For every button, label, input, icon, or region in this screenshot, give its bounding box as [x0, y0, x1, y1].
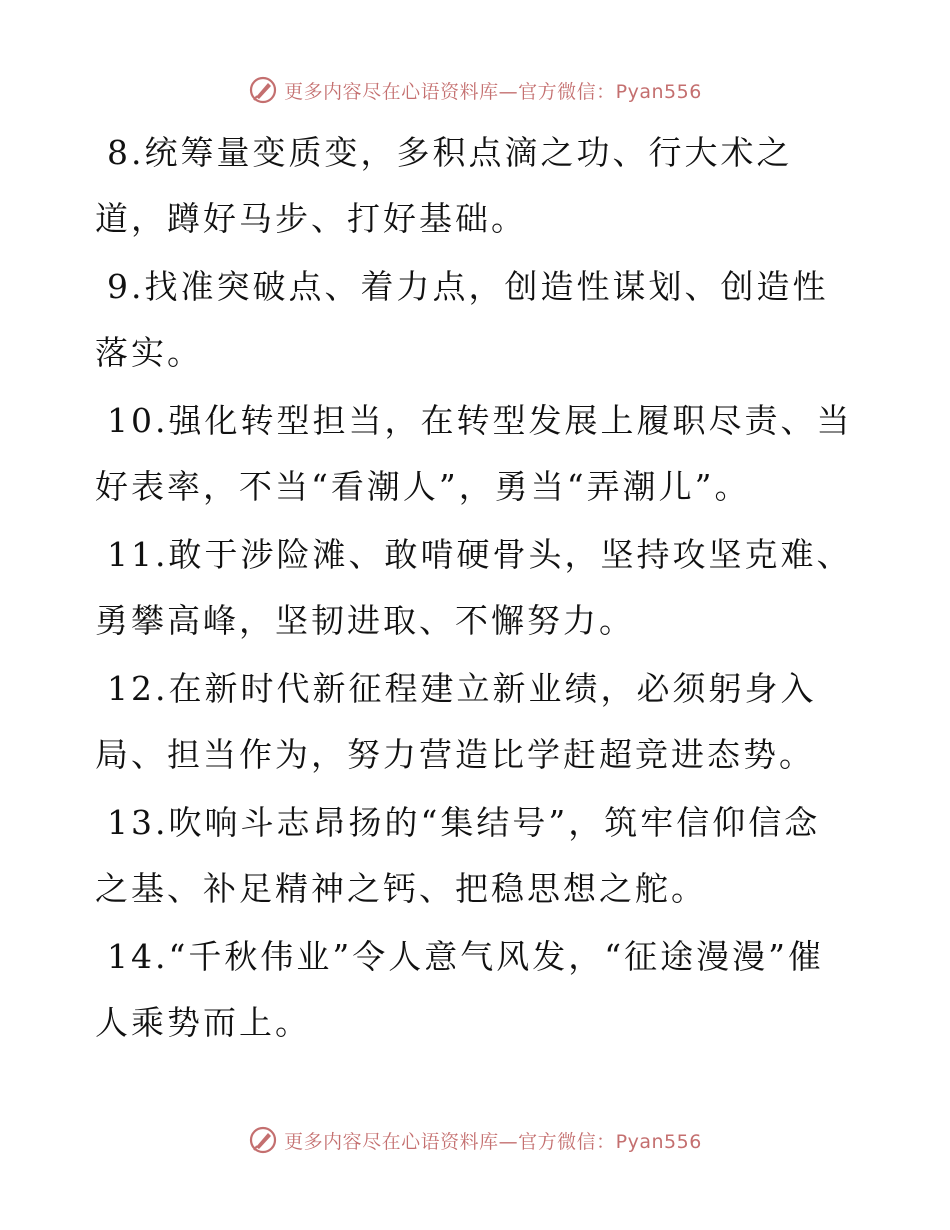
list-item: 13.吹响斗志昂扬的“集结号”，筑牢信仰信念之基、补足精神之钙、把稳思想之舵。: [95, 803, 821, 908]
list-item: 12.在新时代新征程建立新业绩，必须躬身入局、担当作为，努力营造比学赶超竞进态势。: [95, 669, 817, 774]
list-item: 9.找准突破点、着力点，创造性谋划、创造性落实。: [95, 267, 829, 372]
quill-pen-logo-icon: [248, 75, 278, 105]
watermark-text: 更多内容尽在心语资料库—官方微信：Pyan556: [284, 1130, 702, 1153]
document-body: [95, 120, 855, 1056]
quill-pen-logo-icon: [248, 1125, 278, 1155]
list-item: 11.敢于涉险滩、敢啃硬骨头，坚持攻坚克难、勇攀高峰，坚韧进取、不懈努力。: [95, 535, 853, 640]
footer-watermark: [0, 1120, 950, 1160]
watermark-text: 更多内容尽在心语资料库—官方微信：Pyan556: [284, 80, 702, 103]
list-item: 10.强化转型担当，在转型发展上履职尽责、当好表率，不当“看潮人”，勇当“弄潮儿”。: [95, 401, 853, 506]
header-watermark: [0, 70, 950, 110]
list-item: 8.统筹量变质变，多积点滴之功、行大术之道，蹲好马步、打好基础。: [95, 133, 793, 238]
list-item: 14.“千秋伟业”令人意气风发，“征途漫漫”催人乘势而上。: [95, 937, 824, 1042]
